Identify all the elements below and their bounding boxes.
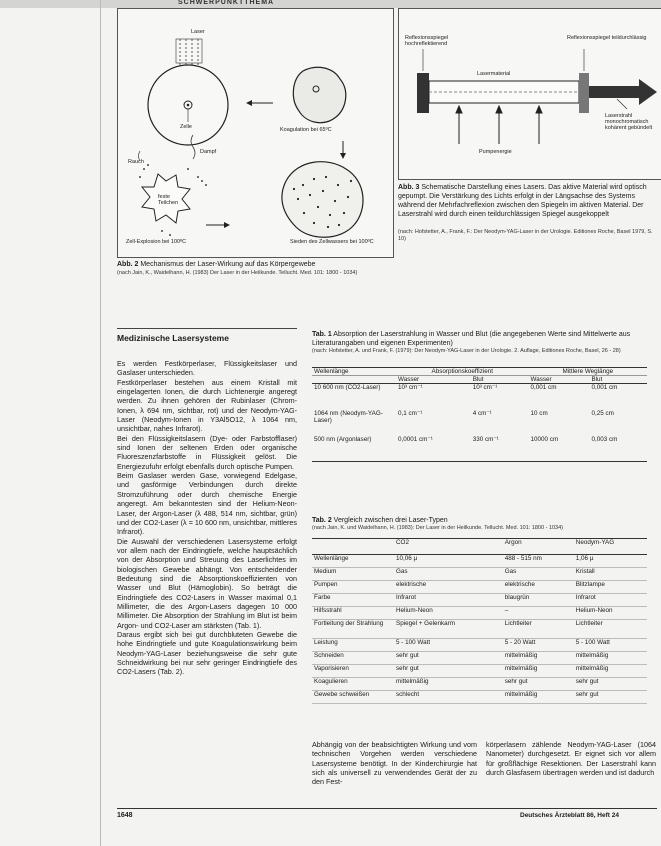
table-2 bbox=[312, 538, 647, 704]
table-header: Wellenlänge bbox=[314, 368, 349, 375]
table-1-caption: Absorption der Laserstrahlung in Wasser und Blut (die angegebenen Werte sind Mittelwerte aus Literaturangaben und eigenen Experimenten) bbox=[312, 331, 631, 347]
table-row bbox=[312, 691, 647, 704]
article-continuation-left bbox=[312, 740, 477, 787]
table-cell: Gewebe schweißen bbox=[314, 691, 370, 698]
table-cell: 10³ cm⁻¹ bbox=[472, 384, 498, 391]
table-1 bbox=[312, 367, 647, 462]
table-row bbox=[312, 436, 647, 462]
article-paragraph: Bei den Flüssigkeitslasern (Dye- oder Farbstofflaser) sind Ionen der seltenen Erden oder organische Fluoreszenzfarbstoffe in Flüssigkeit gelöst. Die Energiezufuhr erfolgt ebenfalls durch optische Pumpen. bbox=[117, 433, 297, 471]
table-cell: 5 - 20 Watt bbox=[504, 639, 536, 646]
table-subheader: Wasser bbox=[530, 376, 552, 383]
label-explosion: Zell-Explosion bei 100ºC bbox=[126, 239, 187, 245]
table-cell: 500 nm (Argonlaser) bbox=[314, 435, 372, 443]
table-2-block bbox=[312, 516, 657, 704]
journal-reference: Deutsches Ärzteblatt 86, Heft 24 bbox=[520, 812, 619, 819]
table-cell: 4 cm⁻¹ bbox=[472, 409, 492, 417]
table-header: Neodym-YAG bbox=[575, 539, 615, 546]
table-cell: 0,25 cm bbox=[591, 409, 614, 417]
table-cell: Wellenlänge bbox=[314, 555, 349, 562]
table-row bbox=[312, 607, 647, 620]
table-1-number: Tab. 1 bbox=[312, 331, 332, 338]
table-cell: elektrische bbox=[396, 581, 427, 588]
table-cell: schlecht bbox=[396, 691, 420, 698]
table-cell: 0,003 cm bbox=[591, 435, 618, 443]
article-paragraph: Es werden Festkörperlaser, Flüssigkeitslaser und Gaslaser unterschieden. bbox=[117, 359, 297, 378]
figure-2-source: (nach Jain, K., Waidelhann, H. (1983) Der Laser in der Heilkunde. Tellucht. Med. 101: 1800 - 1034) bbox=[117, 270, 358, 276]
laser-tissue-mechanism-diagram bbox=[118, 9, 393, 257]
table-row bbox=[312, 639, 647, 652]
figure-3-number: Abb. 3 bbox=[398, 184, 420, 191]
table-cell: Helium-Neon bbox=[575, 607, 613, 614]
table-row bbox=[312, 620, 647, 639]
article-paragraph: Daraus ergibt sich bei gut durchbluteten Gewebe die hohe Eindringtiefe und gute Koagulationswirkung beim Neodym-YAG-Laser beziehungsweise die sehr gute Schneidwirkung bei nur sehr geringer Eindringtiefe des CO2-Lasers (Tab. 2). bbox=[117, 629, 297, 677]
figure-2-caption bbox=[117, 260, 392, 269]
table-subheader: Wasser bbox=[398, 376, 420, 383]
table-cell: 0,001 cm bbox=[591, 384, 618, 391]
label-dampf: Dampf bbox=[200, 149, 217, 155]
table-cell: – bbox=[504, 607, 509, 614]
label-laserstrahl: Laserstrahl monochromatisch kohärent gebündelt bbox=[605, 113, 653, 131]
article-paragraph: Festkörperlaser bestehen aus einem Kristall mit eingelagerten Ionen, die durch Lichtenergie angeregt werden. Zu ihnen gehören der Rubinlaser (Chrom-Ionen, λ 694 nm, sichtbar, rot) und der Neodym-YAG-Laser (Neodym-Ionen in Y3Al5O12, λ 1064 nm, unsichtbar, nahes Infrarot). bbox=[117, 377, 297, 434]
table-row bbox=[312, 678, 647, 691]
table-header: CO2 bbox=[396, 539, 409, 546]
label-lasermaterial: Lasermaterial bbox=[477, 71, 511, 77]
table-header: Absorptionskoeffizient bbox=[431, 368, 494, 375]
table-cell: sehr gut bbox=[396, 652, 419, 659]
table-row bbox=[312, 652, 647, 665]
label-rauch: Rauch bbox=[128, 159, 144, 165]
table-row bbox=[312, 384, 647, 410]
table-cell: 0,001 cm bbox=[530, 384, 557, 391]
label-zelle: Zelle bbox=[180, 124, 192, 130]
table-cell: sehr gut bbox=[575, 691, 599, 698]
table-cell: 10 cm bbox=[530, 409, 548, 417]
table-cell: sehr gut bbox=[396, 665, 419, 672]
table-cell: blaugrün bbox=[504, 594, 530, 601]
table-row bbox=[312, 665, 647, 678]
table-cell: mittelmäßig bbox=[504, 665, 538, 672]
table-cell: Lichtleiter bbox=[504, 620, 532, 627]
table-cell: 330 cm⁻¹ bbox=[472, 435, 499, 443]
table-cell: mittelmäßig bbox=[575, 665, 609, 672]
table-row bbox=[312, 581, 647, 594]
label-laser: Laser bbox=[191, 29, 205, 35]
article-paragraph: Die Auswahl der verschiedenen Lasersysteme erfolgt vor allem nach der Eindringtiefe, welche hauptsächlich von der Absorption und Streuung des Laserlichtes im biologischen Gewebe abhängt. Von entscheidender Bedeutung sind die Absorptionskoeffizienten von Wasser und Blut (Hämoglobin). So beträgt die Eindringtiefe des CO2-Lasers in Wasser maximal 0,1 Millimeter, die des Argon-Lasers dagegen 10 000 Millimeter. Die Absorption der Strahlung im Blut ist beim Argon- und CO2-Laser am stärksten (Tab. 1). bbox=[117, 536, 297, 630]
table-cell: Medium bbox=[314, 568, 337, 575]
table-header: Argon bbox=[504, 539, 522, 546]
figure-3-source: (nach: Hofstetter, A., Frank, F.: Der Neodym-YAG-Laser in der Urologie. Editiones Roche, Basel 1979, S. 10) bbox=[398, 229, 653, 242]
page-number: 1648 bbox=[117, 812, 133, 819]
label-sieden: Sieden des Zellwassers bei 100ºC bbox=[290, 239, 374, 245]
table-row bbox=[312, 594, 647, 607]
label-teilchen: feste Teilchen bbox=[158, 194, 179, 206]
gutter-line bbox=[100, 0, 101, 846]
table-cell: Farbe bbox=[314, 594, 331, 601]
figure-3-caption bbox=[398, 183, 660, 219]
table-cell: 1064 nm (Neodym-YAG-Laser) bbox=[314, 409, 383, 424]
table-cell: elektrische bbox=[504, 581, 535, 588]
table-cell: Koagulieren bbox=[314, 678, 348, 685]
table-cell: Leistung bbox=[314, 639, 338, 646]
label-right-mirror: Reflexionsspiegel teildurchlässig bbox=[567, 35, 647, 41]
label-pumpenergie: Pumpenergie bbox=[479, 149, 512, 155]
table-cell: Fortleitung der Strahlung bbox=[314, 620, 384, 627]
table-2-caption: Vergleich zwischen drei Laser-Typen bbox=[333, 517, 448, 524]
table-cell: mittelmäßig bbox=[396, 678, 429, 685]
table-cell: Vaporisieren bbox=[314, 665, 349, 672]
article-paragraph: Abhängig von der beabsichtigten Wirkung und vom technischen Vorgehen werden verschiedene Lasersysteme benötigt. In der Kinderchirurgie hat sich als universell zu verwendendes Gerät der zu den Fest- bbox=[312, 740, 477, 787]
table-row bbox=[312, 410, 647, 436]
article-paragraph: körperlasern zählende Neodym-YAG-Laser (1064 Nanometer) durchgesetzt. Er eignet sich vor allem für großflächige Resektionen. Der Laserstrahl kann durch Glasfasern übertragen werden und ist dadurch bbox=[486, 740, 656, 778]
table-cell: sehr gut bbox=[504, 678, 528, 685]
table-cell: Kristall bbox=[575, 568, 595, 575]
table-cell: 10³ cm⁻¹ bbox=[398, 384, 423, 391]
table-cell: 10,06 µ bbox=[396, 555, 418, 562]
article-paragraph: Beim Gaslaser werden Gase, vorwiegend Edelgase, und gasförmige Verbindungen durch direkte Stromzuführung oder durch chemische Energie angeregt. Am bekanntesten sind der Helium-Neon-Laser, der Argon-Laser (λ 488, 514 nm, sichtbar, grün) und der CO2-Laser (λ = 10 600 nm, unsichtbar, mittleres Infrarot). bbox=[117, 471, 297, 537]
table-cell: Schneiden bbox=[314, 652, 344, 659]
figure-3-box bbox=[398, 8, 661, 180]
figure-2-number: Abb. 2 bbox=[117, 261, 139, 268]
table-cell: Infrarot bbox=[396, 594, 416, 601]
table-cell: 10 600 nm (CO2-Laser) bbox=[314, 384, 381, 391]
article-heading: Medizinische Lasersysteme bbox=[117, 333, 229, 343]
table-header: Mittlere Weglänge bbox=[562, 368, 614, 375]
table-cell: 0,1 cm⁻¹ bbox=[398, 409, 423, 417]
table-cell: mittelmäßig bbox=[504, 691, 538, 698]
figure-2-box bbox=[117, 8, 394, 258]
footer-rule bbox=[117, 808, 657, 809]
section-label: SCHWERPUNKTTHEMA bbox=[178, 0, 275, 6]
heading-rule bbox=[117, 328, 297, 329]
table-cell: mittelmäßig bbox=[575, 652, 609, 659]
table-header bbox=[312, 539, 394, 555]
table-subheader: Blut bbox=[472, 376, 484, 383]
figure-2-caption-text: Mechanismus der Laser-Wirkung auf das Körpergewebe bbox=[140, 261, 316, 268]
label-left-mirror: Reflexionsspiegel hochreflektierend bbox=[405, 35, 449, 47]
label-koagulation: Koagulation bei 65ºC bbox=[280, 127, 332, 133]
table-cell: Gas bbox=[396, 568, 408, 575]
table-cell: Spiegel + Gelenkarm bbox=[396, 620, 455, 627]
table-cell: Helium-Neon bbox=[396, 607, 433, 614]
table-cell: sehr gut bbox=[575, 678, 599, 685]
article-continuation-right bbox=[486, 740, 656, 777]
table-cell: mittelmäßig bbox=[504, 652, 538, 659]
table-cell: 0,0001 cm⁻¹ bbox=[398, 435, 433, 443]
table-row bbox=[312, 568, 647, 581]
table-cell: 488 - 515 nm bbox=[504, 555, 542, 562]
table-cell: Infrarot bbox=[575, 594, 596, 601]
table-2-number: Tab. 2 bbox=[312, 517, 332, 524]
table-1-source: (nach: Hofstetter, A. und Frank, F. (1979): Der Neodym-YAG-Laser in der Urologie. 2. Auflage, Editiones Roche, Basel, 26 - 28) bbox=[312, 348, 621, 354]
table-2-source: (nach Jain, K. und Waidelhann, H. (1983): Der Laser in der Heilkunde. Tellucht. Med. 101: 1800 - 1034) bbox=[312, 525, 564, 531]
table-cell: Pumpen bbox=[314, 581, 338, 588]
table-1-block bbox=[312, 330, 657, 462]
table-subheader: Blut bbox=[591, 376, 603, 383]
table-cell: Blitzlampe bbox=[575, 581, 605, 588]
table-cell: Hilfsstrahl bbox=[314, 607, 342, 614]
table-cell: 5 - 100 Watt bbox=[396, 639, 431, 646]
table-cell: 10000 cm bbox=[530, 435, 559, 443]
figure-3-caption-text: Schematische Darstellung eines Lasers. Das aktive Material wird optisch gepumpt. Die Verstärkung des Lichts erfolgt in der Längsachse des Systems während der Mehrfachreflexion zwischen den Spiegeln im aktiven Material. Der Laserstrahl wird durch einen teildurchlässigen Spiegel ausgekoppelt bbox=[398, 184, 647, 218]
table-cell: Lichtleiter bbox=[575, 620, 603, 627]
table-cell: 1,06 µ bbox=[575, 555, 594, 562]
article-body bbox=[117, 359, 297, 677]
table-cell: Gas bbox=[504, 568, 517, 575]
table-cell: 5 - 100 Watt bbox=[575, 639, 610, 646]
table-row bbox=[312, 555, 647, 568]
